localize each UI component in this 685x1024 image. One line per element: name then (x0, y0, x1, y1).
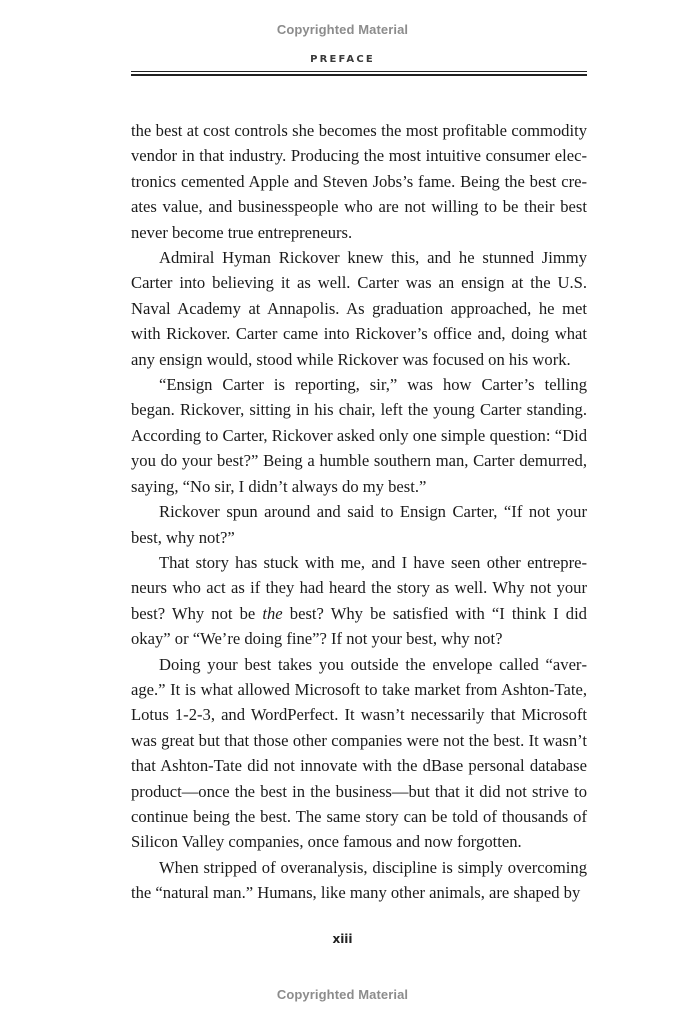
running-head: PREFACE (310, 54, 375, 65)
paragraph: Admiral Hyman Rickover knew this, and he stunned Jimmy Carter into believing it as well. Carter was an ensign at the U.S. Naval Academy at Annapolis. As graduation approached, he met with Rickover. Carter came into Rickover’s office and, doing what any ensign would, stood while Rickover was focused on his work. (131, 248, 587, 369)
paragraph: the best at cost controls she becomes the most profitable commodity vendor in that industry. Producing the most intuitive consumer electronics cemented Apple and Steven Jobs’s fame. Being the best creates value, and businesspeople who are not willing to be their best never become true entrepreneurs. (131, 121, 587, 242)
emphasis-text: the (262, 603, 283, 623)
paragraph: Doing your best takes you outside the envelope called “average.” It is what allowed Microsoft to take market from Ashton-Tate, Lotus 1-2-3, and WordPerfect. It wasn’t necessarily that Microsoft was great but that those other companies were not the best. It wasn’t that Ashton-Tate did not innovate with the dBase personal database product—once the best in the business—but that it did not strive to continue being the best. The same story can be told of thousands of Silicon Valley companies, once famous and now forgotten. (131, 654, 587, 852)
paragraph: Rickover spun around and said to Ensign Carter, “If not your best, why not?” (131, 502, 587, 547)
page-number: xiii (332, 932, 353, 946)
header-rule-thick (131, 74, 587, 76)
copyright-watermark-bottom: Copyrighted Material (276, 987, 409, 1002)
paragraph: When stripped of overanalysis, discipline is simply overcoming the “natural man.” Humans, like many other animals, are shaped by (131, 857, 587, 903)
paragraph: “Ensign Carter is reporting, sir,” was how Carter’s telling began. Rickover, sitting in his chair, left the young Carter standing. According to Carter, Rickover asked only one simple question: “Did you do your best?” Being a humble southern man, Carter demurred, saying, “No sir, I didn’t always do my best.” (131, 375, 587, 496)
copyright-watermark-top: Copyrighted Material (276, 22, 409, 37)
header-rule-thin (131, 71, 587, 72)
body-text (131, 118, 587, 906)
paragraph-text: That story has stuck with me, and I have seen other entrepreneurs who act as if they had heard the story as well. Why not your best? Why not be (131, 552, 587, 623)
paragraph-text: best? Why be satisfied with “I think I did okay” or “We’re doing fine”? If not your best, why not? (131, 603, 587, 649)
paragraph (131, 550, 587, 652)
